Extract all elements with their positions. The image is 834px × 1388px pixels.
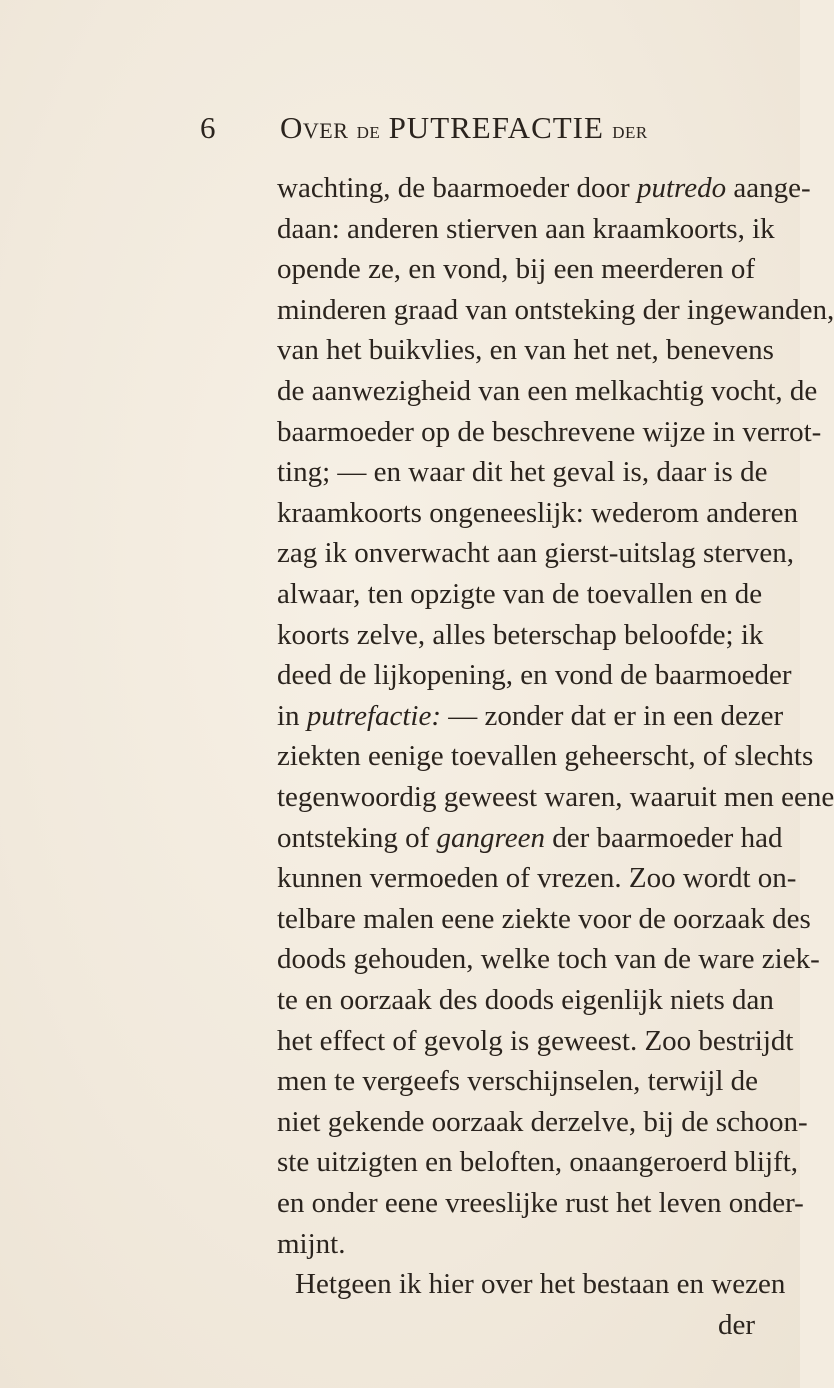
line-text: baarmoeder op de beschrevene wijze in verrot- bbox=[277, 416, 822, 448]
text-line bbox=[277, 1305, 755, 1345]
text-line bbox=[277, 777, 834, 817]
line-text: in bbox=[277, 700, 307, 732]
line-text: ste uitzigten en beloften, onaangeroerd blijft, bbox=[277, 1146, 799, 1178]
text-line bbox=[277, 1142, 799, 1182]
italic-term: putrefactie: bbox=[306, 700, 442, 732]
text-line bbox=[277, 168, 811, 208]
line-text: opende ze, en vond, bij een meerderen of bbox=[277, 253, 755, 285]
text-line bbox=[277, 493, 799, 533]
line-text: van het buikvlies, en van het net, benevens bbox=[277, 334, 774, 366]
line-text: ziekten eenige toevallen geheerscht, of slechts bbox=[277, 740, 814, 772]
text-line bbox=[277, 330, 774, 370]
title-prefix: Over bbox=[280, 110, 349, 145]
text-line bbox=[277, 736, 814, 776]
line-text: telbare malen eene ziekte voor de oorzaak des bbox=[277, 903, 811, 935]
line-text-after: der baarmoeder had bbox=[544, 822, 783, 854]
line-text: en onder eene vreeslijke rust het leven onder- bbox=[277, 1187, 804, 1219]
line-text: der bbox=[717, 1309, 755, 1341]
line-text: Hetgeen ik hier over het bestaan en wezen bbox=[295, 1268, 786, 1300]
text-line bbox=[277, 980, 774, 1020]
text-line bbox=[277, 655, 792, 695]
line-text: daan: anderen stierven aan kraamkoorts, ik bbox=[277, 213, 775, 245]
line-text: het effect of gevolg is geweest. Zoo bestrijdt bbox=[277, 1025, 794, 1057]
line-text: doods gehouden, welke toch van de ware ziek- bbox=[277, 943, 820, 975]
line-text: minderen graad van ontsteking der ingewanden, bbox=[277, 294, 834, 326]
italic-term: putredo bbox=[636, 172, 727, 204]
title-main: PUTREFACTIE bbox=[388, 110, 604, 145]
line-text: tegenwoordig geweest waren, waaruit men eene bbox=[277, 781, 834, 813]
text-line bbox=[277, 1021, 794, 1061]
line-text-after: aange- bbox=[726, 172, 811, 204]
text-line bbox=[277, 615, 764, 655]
text-line bbox=[277, 1224, 755, 1264]
line-text: kraamkoorts ongeneeslijk: wederom anderen bbox=[277, 497, 799, 529]
line-text: ting; — en waar dit het geval is, daar is de bbox=[277, 456, 768, 488]
line-text: alwaar, ten opzigte van de toevallen en de bbox=[277, 578, 763, 610]
line-text: mijnt. bbox=[277, 1228, 346, 1260]
line-text: niet gekende oorzaak derzelve, bij de schoon- bbox=[277, 1106, 808, 1138]
text-line bbox=[277, 1061, 759, 1101]
text-line bbox=[277, 533, 794, 573]
line-text: deed de lijkopening, en vond de baarmoeder bbox=[277, 659, 792, 691]
text-line bbox=[277, 858, 797, 898]
line-text: wachting, de baarmoeder door bbox=[277, 172, 637, 204]
text-line bbox=[277, 818, 783, 858]
text-line bbox=[277, 452, 768, 492]
page-number: 6 bbox=[200, 110, 216, 145]
line-text: te en oorzaak des doods eigenlijk niets dan bbox=[277, 984, 774, 1016]
italic-term: gangreen bbox=[436, 822, 545, 854]
text-line bbox=[277, 209, 775, 249]
text-line bbox=[277, 1264, 786, 1304]
line-text: kunnen vermoeden of vrezen. Zoo wordt on- bbox=[277, 862, 797, 894]
text-line bbox=[277, 899, 811, 939]
text-line bbox=[277, 1102, 808, 1142]
text-line bbox=[277, 371, 818, 411]
title-de: de bbox=[356, 118, 381, 144]
text-line bbox=[277, 574, 763, 614]
text-line bbox=[277, 249, 755, 289]
line-text: ontsteking of bbox=[277, 822, 437, 854]
text-line bbox=[277, 696, 784, 736]
line-text: men te vergeefs verschijnselen, terwijl de bbox=[277, 1065, 759, 1097]
line-text-after: — zonder dat er in een dezer bbox=[441, 700, 784, 732]
line-text: zag ik onverwacht aan gierst-uitslag sterven, bbox=[277, 537, 794, 569]
text-line bbox=[277, 412, 822, 452]
text-line bbox=[277, 1183, 804, 1223]
line-text: de aanwezigheid van een melkachtig vocht, de bbox=[277, 375, 818, 407]
title-suffix: der bbox=[612, 118, 648, 144]
text-line bbox=[277, 290, 834, 330]
text-line bbox=[277, 939, 820, 979]
line-text: koorts zelve, alles beterschap beloofde; ik bbox=[277, 619, 764, 651]
